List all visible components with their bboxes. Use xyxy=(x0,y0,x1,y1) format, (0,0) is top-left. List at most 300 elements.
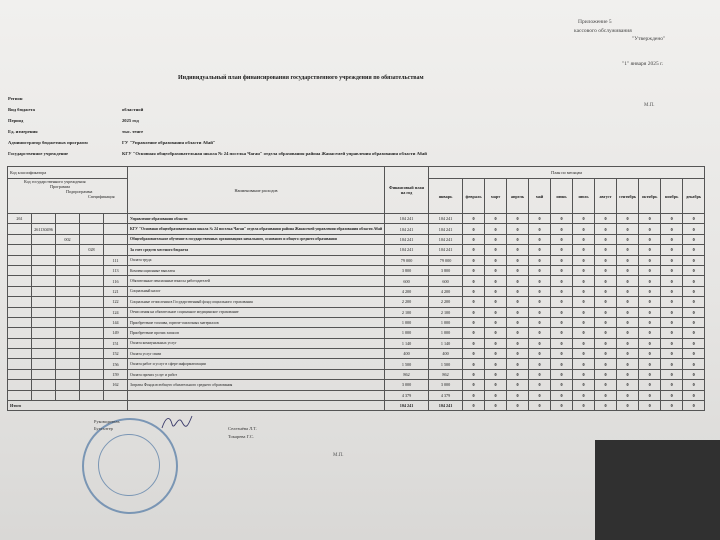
month-value: 0 xyxy=(617,297,639,307)
month-value: 0 xyxy=(529,369,551,379)
month-value: 0 xyxy=(463,338,485,348)
month-value: 0 xyxy=(485,234,507,244)
table-row xyxy=(8,286,705,296)
header-name: Наименование расходов xyxy=(128,167,385,214)
month-value: 0 xyxy=(617,328,639,338)
meta-value: ГУ "Управление образования области Абай" xyxy=(122,140,216,145)
annex-approved: "Утверждено" xyxy=(632,36,666,42)
month-value: 0 xyxy=(529,380,551,390)
director-label: Руководитель xyxy=(94,419,120,424)
meta-value: областной xyxy=(122,107,144,112)
month-value: 0 xyxy=(683,369,705,379)
month-value: 0 xyxy=(551,255,573,265)
header-month: апрель xyxy=(507,179,529,214)
month-value: 0 xyxy=(595,276,617,286)
month-value: 0 xyxy=(617,234,639,244)
month-value: 0 xyxy=(661,214,683,224)
month-value: 0 xyxy=(529,307,551,317)
month-value: 2 200 xyxy=(429,297,463,307)
header-total: Финансовый план на год xyxy=(385,167,429,214)
month-value: 0 xyxy=(507,390,529,400)
code-cell xyxy=(104,390,128,400)
meta-value: КГУ "Основная общеобразовательная школа № 24 поселка Чаган" отдела образования района Жанасемей управления образования области Абай xyxy=(122,151,427,156)
code-cell xyxy=(80,307,104,317)
totals-month: 0 xyxy=(463,401,485,411)
month-value: 0 xyxy=(661,380,683,390)
code-cell xyxy=(56,255,80,265)
month-value: 0 xyxy=(595,317,617,327)
month-value: 0 xyxy=(661,276,683,286)
code-cell xyxy=(104,224,128,234)
expense-name: Приобретение топлива, горюче-смазочных материалов xyxy=(128,317,385,327)
code-cell: 144 xyxy=(104,317,128,327)
month-value: 0 xyxy=(529,359,551,369)
code-cell xyxy=(8,349,32,359)
month-value: 0 xyxy=(639,276,661,286)
month-value: 0 xyxy=(661,359,683,369)
month-value: 0 xyxy=(551,328,573,338)
month-value: 0 xyxy=(485,214,507,224)
code-cell xyxy=(32,265,56,275)
code-cell xyxy=(80,390,104,400)
table-row xyxy=(8,328,705,338)
month-value: 0 xyxy=(595,338,617,348)
month-value: 0 xyxy=(463,234,485,244)
month-value: 0 xyxy=(617,307,639,317)
month-value: 0 xyxy=(485,286,507,296)
month-value: 0 xyxy=(573,245,595,255)
month-value: 4 200 xyxy=(429,286,463,296)
code-cell: 159 xyxy=(104,369,128,379)
header-month: август xyxy=(595,179,617,214)
table-row xyxy=(8,245,705,255)
code-cell xyxy=(56,224,80,234)
month-value: 0 xyxy=(529,317,551,327)
month-value: 0 xyxy=(661,317,683,327)
month-value: 0 xyxy=(463,328,485,338)
month-value: 104 241 xyxy=(429,245,463,255)
month-value: 0 xyxy=(683,380,705,390)
month-value: 0 xyxy=(463,359,485,369)
expense-name: Приобретение прочих запасов xyxy=(128,328,385,338)
code-cell xyxy=(32,390,56,400)
annual-total: 4 200 xyxy=(385,286,429,296)
code-cell xyxy=(56,317,80,327)
month-value: 4 379 xyxy=(429,390,463,400)
month-value: 0 xyxy=(551,380,573,390)
code-cell xyxy=(80,380,104,390)
month-value: 0 xyxy=(661,390,683,400)
code-cell xyxy=(80,359,104,369)
month-value: 0 xyxy=(529,265,551,275)
totals-month: 0 xyxy=(529,401,551,411)
month-value: 0 xyxy=(595,297,617,307)
code-cell: 122 xyxy=(104,297,128,307)
month-value: 0 xyxy=(507,328,529,338)
expense-name: Оплата работ и услуг в сфере информатизации xyxy=(128,359,385,369)
table-row xyxy=(8,390,705,400)
totals-month: 0 xyxy=(617,401,639,411)
code-cell xyxy=(56,214,80,224)
month-value: 0 xyxy=(617,349,639,359)
annual-total: 862 xyxy=(385,369,429,379)
month-value: 0 xyxy=(507,265,529,275)
header-code-1: Код государственного учреждения xyxy=(24,179,86,184)
code-cell xyxy=(32,380,56,390)
month-value: 0 xyxy=(573,380,595,390)
month-value: 0 xyxy=(595,214,617,224)
month-value: 0 xyxy=(595,265,617,275)
month-value: 0 xyxy=(507,214,529,224)
code-cell xyxy=(32,307,56,317)
month-value: 0 xyxy=(573,328,595,338)
code-cell xyxy=(8,265,32,275)
month-value: 0 xyxy=(507,255,529,265)
totals-month: 0 xyxy=(595,401,617,411)
month-value: 0 xyxy=(573,390,595,400)
annual-total: 1 140 xyxy=(385,338,429,348)
header-month: июнь xyxy=(551,179,573,214)
code-cell xyxy=(32,234,56,244)
header-code-2: Программа xyxy=(50,184,71,189)
month-value: 0 xyxy=(639,317,661,327)
month-value: 0 xyxy=(485,338,507,348)
month-value: 0 xyxy=(551,359,573,369)
code-cell xyxy=(56,297,80,307)
month-value: 0 xyxy=(683,286,705,296)
month-value: 0 xyxy=(683,276,705,286)
header-code-4: Спецификация xyxy=(88,194,115,199)
month-value: 0 xyxy=(573,349,595,359)
annex-line2: кассового обслуживания xyxy=(574,27,632,34)
table-row xyxy=(8,380,705,390)
month-value: 0 xyxy=(529,338,551,348)
month-value: 2 100 xyxy=(429,307,463,317)
code-cell: 111 xyxy=(104,255,128,265)
meta-key: Ед. измерения xyxy=(8,129,38,134)
code-cell xyxy=(80,369,104,379)
table-row xyxy=(8,265,705,275)
totals-month: 0 xyxy=(683,401,705,411)
totals-month: 0 xyxy=(573,401,595,411)
code-cell: 261 xyxy=(8,214,32,224)
month-value: 0 xyxy=(661,234,683,244)
annual-total: 104 241 xyxy=(385,224,429,234)
background-surface xyxy=(595,440,720,540)
header-month: ноябрь xyxy=(661,179,683,214)
month-value: 0 xyxy=(507,359,529,369)
month-value: 0 xyxy=(551,369,573,379)
month-value: 0 xyxy=(507,349,529,359)
month-value: 0 xyxy=(463,265,485,275)
month-value: 0 xyxy=(573,276,595,286)
code-cell xyxy=(32,214,56,224)
table-row xyxy=(8,369,705,379)
month-value: 1 500 xyxy=(429,359,463,369)
code-cell xyxy=(80,276,104,286)
stamp-place-top: М.П. xyxy=(644,103,655,108)
month-value: 0 xyxy=(573,286,595,296)
month-value: 0 xyxy=(529,214,551,224)
month-value: 0 xyxy=(463,245,485,255)
month-value: 0 xyxy=(617,380,639,390)
month-value: 0 xyxy=(595,349,617,359)
month-value: 0 xyxy=(551,276,573,286)
accountant-label: Бухгалтер xyxy=(94,426,113,432)
code-cell: 116 xyxy=(104,276,128,286)
header-month: май xyxy=(529,179,551,214)
expense-name: Управление образования области xyxy=(128,214,385,224)
month-value: 0 xyxy=(661,369,683,379)
month-value: 104 241 xyxy=(429,234,463,244)
expense-name: Оплата услуг связи xyxy=(128,349,385,359)
signer-names xyxy=(228,427,257,442)
meta-value: тыс. тенге xyxy=(122,129,144,134)
code-cell: 149 xyxy=(104,328,128,338)
annual-total: 3 800 xyxy=(385,265,429,275)
month-value: 0 xyxy=(529,245,551,255)
month-value: 0 xyxy=(551,234,573,244)
code-cell: 162 xyxy=(104,380,128,390)
month-value: 0 xyxy=(617,265,639,275)
table-row xyxy=(8,234,705,244)
month-value: 0 xyxy=(507,338,529,348)
expense-name: Оплата труда xyxy=(128,255,385,265)
totals-total: 104 241 xyxy=(385,401,429,411)
month-value: 0 xyxy=(639,359,661,369)
expense-name xyxy=(128,390,385,400)
month-value: 0 xyxy=(617,338,639,348)
month-value: 104 241 xyxy=(429,214,463,224)
month-value: 0 xyxy=(639,245,661,255)
approval-date: "1" января 2025 г. xyxy=(622,61,664,67)
totals-month: 0 xyxy=(485,401,507,411)
header-month: февраль xyxy=(463,179,485,214)
code-cell xyxy=(8,307,32,317)
header-month: сентябрь xyxy=(617,179,639,214)
month-value: 0 xyxy=(683,307,705,317)
code-cell xyxy=(104,245,128,255)
month-value: 400 xyxy=(429,349,463,359)
expense-name: Отчисления на обязательное социальное медицинское страхование xyxy=(128,307,385,317)
month-value: 0 xyxy=(485,307,507,317)
month-value: 0 xyxy=(529,255,551,265)
signature-labels xyxy=(94,420,120,432)
month-value: 0 xyxy=(617,317,639,327)
month-value: 104 241 xyxy=(429,224,463,234)
month-value: 0 xyxy=(573,317,595,327)
code-cell xyxy=(8,369,32,379)
totals-name xyxy=(128,401,385,411)
code-cell xyxy=(56,369,80,379)
table-row xyxy=(8,214,705,224)
month-value: 0 xyxy=(683,328,705,338)
month-value: 0 xyxy=(573,255,595,265)
month-value: 0 xyxy=(573,359,595,369)
table-row xyxy=(8,297,705,307)
annual-total: 400 xyxy=(385,349,429,359)
code-cell xyxy=(32,276,56,286)
month-value: 0 xyxy=(485,265,507,275)
month-value: 0 xyxy=(683,297,705,307)
month-value: 0 xyxy=(573,224,595,234)
code-cell xyxy=(80,224,104,234)
expense-name: Социальные отчисления в Государственный фонд социального страхования xyxy=(128,297,385,307)
month-value: 0 xyxy=(485,359,507,369)
month-value: 0 xyxy=(485,349,507,359)
expense-name: Компенсационные выплаты xyxy=(128,265,385,275)
table-row xyxy=(8,349,705,359)
code-cell xyxy=(56,286,80,296)
month-value: 0 xyxy=(661,297,683,307)
code-cell xyxy=(8,338,32,348)
annual-total: 600 xyxy=(385,276,429,286)
month-value: 0 xyxy=(529,328,551,338)
month-value: 0 xyxy=(529,224,551,234)
totals-month: 0 xyxy=(551,401,573,411)
code-cell: 113 xyxy=(104,265,128,275)
month-value: 0 xyxy=(551,286,573,296)
month-value: 0 xyxy=(529,297,551,307)
month-value: 0 xyxy=(551,214,573,224)
month-value: 0 xyxy=(595,286,617,296)
expense-name: Затраты Фонда всеобщего обязательного среднего образования xyxy=(128,380,385,390)
annual-total: 2 200 xyxy=(385,297,429,307)
code-cell xyxy=(8,328,32,338)
month-value: 0 xyxy=(683,359,705,369)
month-value: 0 xyxy=(485,390,507,400)
month-value: 0 xyxy=(595,328,617,338)
annual-total: 104 241 xyxy=(385,245,429,255)
month-value: 0 xyxy=(595,390,617,400)
expense-name: Оплата коммунальных услуг xyxy=(128,338,385,348)
annual-total: 1 000 xyxy=(385,317,429,327)
month-value: 0 xyxy=(573,297,595,307)
code-cell xyxy=(8,245,32,255)
month-value: 0 xyxy=(661,255,683,265)
month-value: 0 xyxy=(661,286,683,296)
code-cell xyxy=(32,255,56,265)
month-value: 1 000 xyxy=(429,328,463,338)
code-cell xyxy=(8,359,32,369)
code-cell xyxy=(56,276,80,286)
code-cell xyxy=(8,380,32,390)
header-month: январь xyxy=(429,179,463,214)
code-cell: 028 xyxy=(80,245,104,255)
month-value: 0 xyxy=(595,234,617,244)
expense-name: Социальный налог xyxy=(128,286,385,296)
month-value: 0 xyxy=(551,390,573,400)
table-row xyxy=(8,255,705,265)
financing-table xyxy=(7,166,705,411)
month-value: 0 xyxy=(683,317,705,327)
month-value: 0 xyxy=(507,317,529,327)
month-value: 3 000 xyxy=(429,380,463,390)
month-value: 0 xyxy=(551,224,573,234)
handwritten-signature xyxy=(160,412,194,432)
meta-key: Государственное учреждение xyxy=(8,151,69,156)
month-value: 0 xyxy=(683,245,705,255)
code-cell xyxy=(8,224,32,234)
expense-name: За счет средств местного бюджета xyxy=(128,245,385,255)
header-codes xyxy=(8,179,128,214)
code-cell xyxy=(80,297,104,307)
month-value: 0 xyxy=(617,369,639,379)
code-cell xyxy=(8,255,32,265)
table-row xyxy=(8,317,705,327)
month-value: 0 xyxy=(639,286,661,296)
expense-name: Общеобразовательное обучение в государственных организациях начального, основного и общего среднего образования xyxy=(128,234,385,244)
month-value: 0 xyxy=(595,359,617,369)
code-cell: 156 xyxy=(104,359,128,369)
code-cell xyxy=(8,317,32,327)
month-value: 0 xyxy=(639,328,661,338)
month-value: 0 xyxy=(683,214,705,224)
expense-name: КГУ "Основная общеобразовательная школа № 24 поселка Чаган" отдела образования района Жанасемей управления образования области Абай xyxy=(128,224,385,234)
month-value: 0 xyxy=(507,380,529,390)
table-row xyxy=(8,224,705,234)
month-value: 0 xyxy=(639,380,661,390)
month-value: 0 xyxy=(595,307,617,317)
table-row xyxy=(8,276,705,286)
header-month: июль xyxy=(573,179,595,214)
month-value: 0 xyxy=(463,380,485,390)
code-cell xyxy=(32,245,56,255)
month-value: 0 xyxy=(485,245,507,255)
month-value: 0 xyxy=(661,349,683,359)
code-cell xyxy=(80,214,104,224)
month-value: 0 xyxy=(507,245,529,255)
month-value: 0 xyxy=(463,307,485,317)
month-value: 0 xyxy=(529,349,551,359)
month-value: 0 xyxy=(617,245,639,255)
annex-line1: Приложение 5 xyxy=(578,19,612,25)
month-value: 0 xyxy=(639,338,661,348)
code-cell xyxy=(32,369,56,379)
table-row xyxy=(8,359,705,369)
header-code-3: Подпрограмма xyxy=(66,189,93,194)
code-cell xyxy=(104,214,128,224)
totals-month: 0 xyxy=(507,401,529,411)
month-value: 0 xyxy=(463,297,485,307)
month-value: 0 xyxy=(551,297,573,307)
month-value: 0 xyxy=(529,390,551,400)
month-value: 0 xyxy=(683,224,705,234)
month-value: 0 xyxy=(463,276,485,286)
month-value: 600 xyxy=(429,276,463,286)
month-value: 0 xyxy=(639,390,661,400)
code-cell xyxy=(32,317,56,327)
code-cell xyxy=(80,349,104,359)
month-value: 0 xyxy=(683,349,705,359)
month-value: 0 xyxy=(639,224,661,234)
code-cell xyxy=(80,234,104,244)
code-cell xyxy=(80,317,104,327)
month-value: 0 xyxy=(463,214,485,224)
month-value: 0 xyxy=(617,276,639,286)
code-cell xyxy=(80,255,104,265)
month-value: 0 xyxy=(551,338,573,348)
month-value: 0 xyxy=(485,224,507,234)
month-value: 0 xyxy=(639,349,661,359)
code-cell xyxy=(80,328,104,338)
month-value: 0 xyxy=(529,276,551,286)
month-value: 0 xyxy=(463,369,485,379)
code-cell xyxy=(8,234,32,244)
annual-total: 3 000 xyxy=(385,380,429,390)
month-value: 0 xyxy=(661,307,683,317)
month-value: 0 xyxy=(595,255,617,265)
